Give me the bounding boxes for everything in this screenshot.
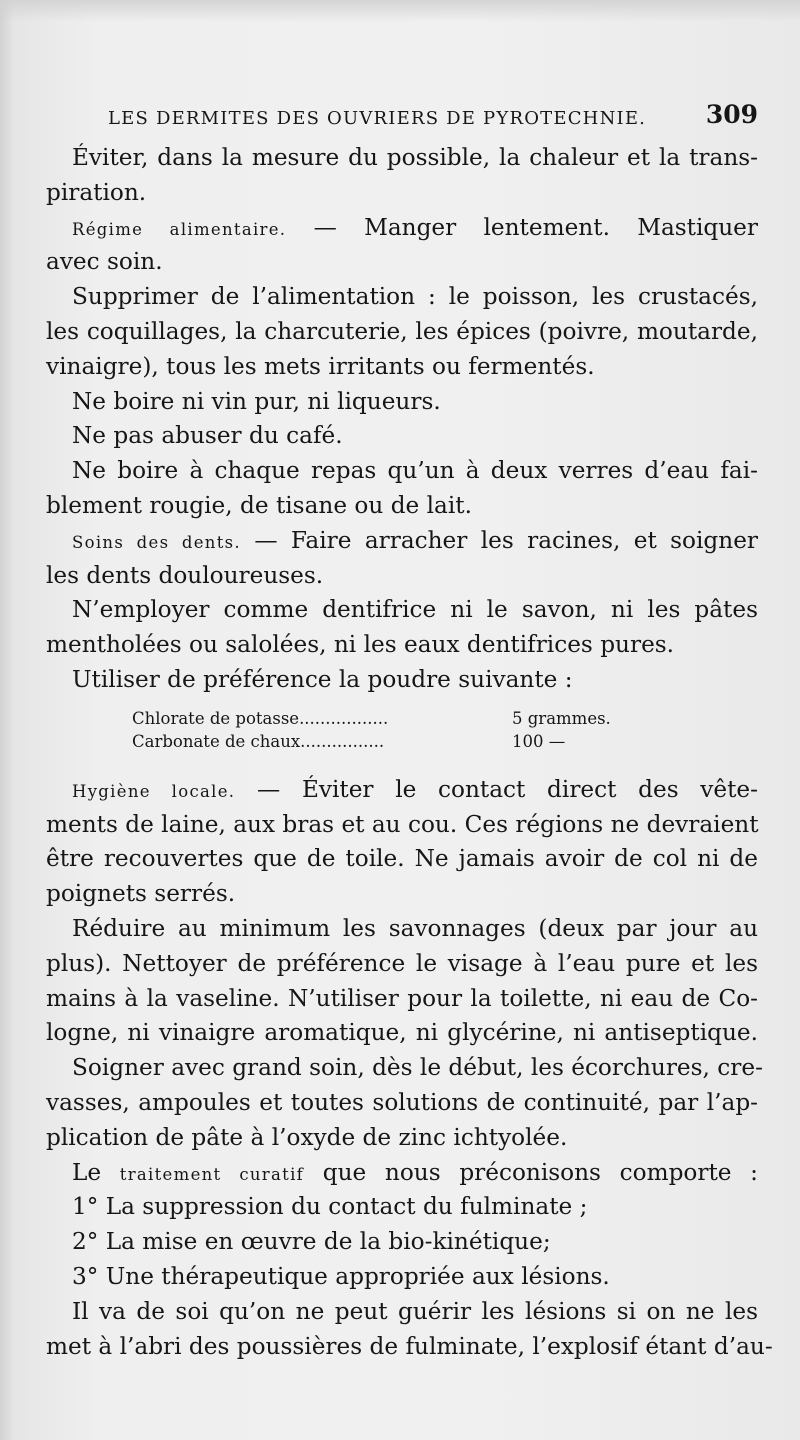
text-line: ments de laine, aux bras et au cou. Ces régions ne devraient <box>46 810 759 838</box>
text-line: Ne boire à chaque repas qu’un à deux verres d’eau fai- <box>72 457 758 485</box>
text-line <box>46 524 758 559</box>
text-line: les coquillages, la charcuterie, les épices (poivre, moutarde, <box>46 317 758 345</box>
running-head: LES DERMITES DES OUVRIERS DE PYROTECHNIE. <box>108 108 647 129</box>
text-span: que nous préconisons comporte : <box>304 1158 758 1186</box>
text-span: Le <box>72 1158 120 1186</box>
text-line: vinaigre), tous les mets irritants ou fermentés. <box>46 352 595 380</box>
section-heading: traitement curatif <box>119 1164 305 1184</box>
text-line: Réduire au minimum les savonnages (deux par jour au <box>72 914 758 942</box>
list-item: 3° Une thérapeutique appropriée aux lésions. <box>72 1262 610 1290</box>
ingredient-quantity: 100 — <box>512 731 566 751</box>
text-span: — Éviter le contact direct des vête- <box>235 775 758 803</box>
text-line: Il va de soi qu’on ne peut guérir les lésions si on ne les <box>72 1297 758 1325</box>
text-line: les dents douloureuses. <box>46 561 324 589</box>
page-shadow-left <box>0 0 14 1440</box>
text-line: plication de pâte à l’oxyde de zinc ichtyolée. <box>46 1123 568 1151</box>
text-line: logne, ni vinaigre aromatique, ni glycérine, ni antiseptique. <box>46 1019 758 1047</box>
text-line: plus). Nettoyer de préférence le visage à l’eau pure et les <box>46 949 758 977</box>
ingredient-quantity: 5 grammes. <box>512 708 611 728</box>
text-line: mains à la vaseline. N’utiliser pour la toilette, ni eau de Co- <box>46 984 758 1012</box>
section-heading: Soins des dents. <box>72 532 241 552</box>
text-span: — Faire arracher les racines, et soigner <box>240 526 758 554</box>
text-line: être recouvertes que de toile. Ne jamais avoir de col ni de <box>46 845 758 873</box>
text-line <box>46 211 758 246</box>
ingredient-name: Carbonate de chaux................ <box>132 731 385 751</box>
text-line: Utiliser de préférence la poudre suivante : <box>72 665 573 693</box>
text-line: N’employer comme dentifrice ni le savon, ni les pâtes <box>72 596 758 624</box>
text-line: Supprimer de l’alimentation : le poisson, les crustacés, <box>72 283 758 311</box>
page-number: 309 <box>705 100 758 129</box>
section-heading: Hygiène locale. <box>72 781 236 801</box>
page-shadow-top <box>0 0 800 22</box>
ingredient-name: Chlorate de potasse................. <box>132 708 389 728</box>
text-line: Ne boire ni vin pur, ni liqueurs. <box>72 387 441 415</box>
text-line: met à l’abri des poussières de fulminate, l’explosif étant d’au- <box>46 1332 773 1360</box>
text-line: Éviter, dans la mesure du possible, la chaleur et la trans- <box>72 144 758 171</box>
section-heading: Régime alimentaire. <box>72 219 287 239</box>
text-span: — Manger lentement. Mastiquer <box>286 213 758 241</box>
text-line: mentholées ou salolées, ni les eaux dentifrices pures. <box>46 631 675 659</box>
page-body <box>46 141 773 1364</box>
text-line: Soigner avec grand soin, dès le début, les écorchures, cre- <box>72 1054 763 1082</box>
text-line: avec soin. <box>46 248 163 276</box>
formula-row <box>132 730 672 753</box>
text-line: blement rougie, de tisane ou de lait. <box>46 491 472 519</box>
text-line <box>46 1156 758 1191</box>
text-line: vasses, ampoules et toutes solutions de continuité, par l’ap- <box>46 1088 758 1116</box>
list-item: 1° La suppression du contact du fulminate ; <box>72 1193 588 1221</box>
text-line <box>46 773 758 808</box>
text-line: poignets serrés. <box>46 880 236 908</box>
formula-table <box>132 707 672 753</box>
list-item: 2° La mise en œuvre de la bio-kinétique; <box>72 1228 551 1256</box>
formula-row <box>132 707 672 730</box>
page-header <box>108 100 758 134</box>
text-line: piration. <box>46 178 147 206</box>
text-line: Ne pas abuser du café. <box>72 422 343 450</box>
